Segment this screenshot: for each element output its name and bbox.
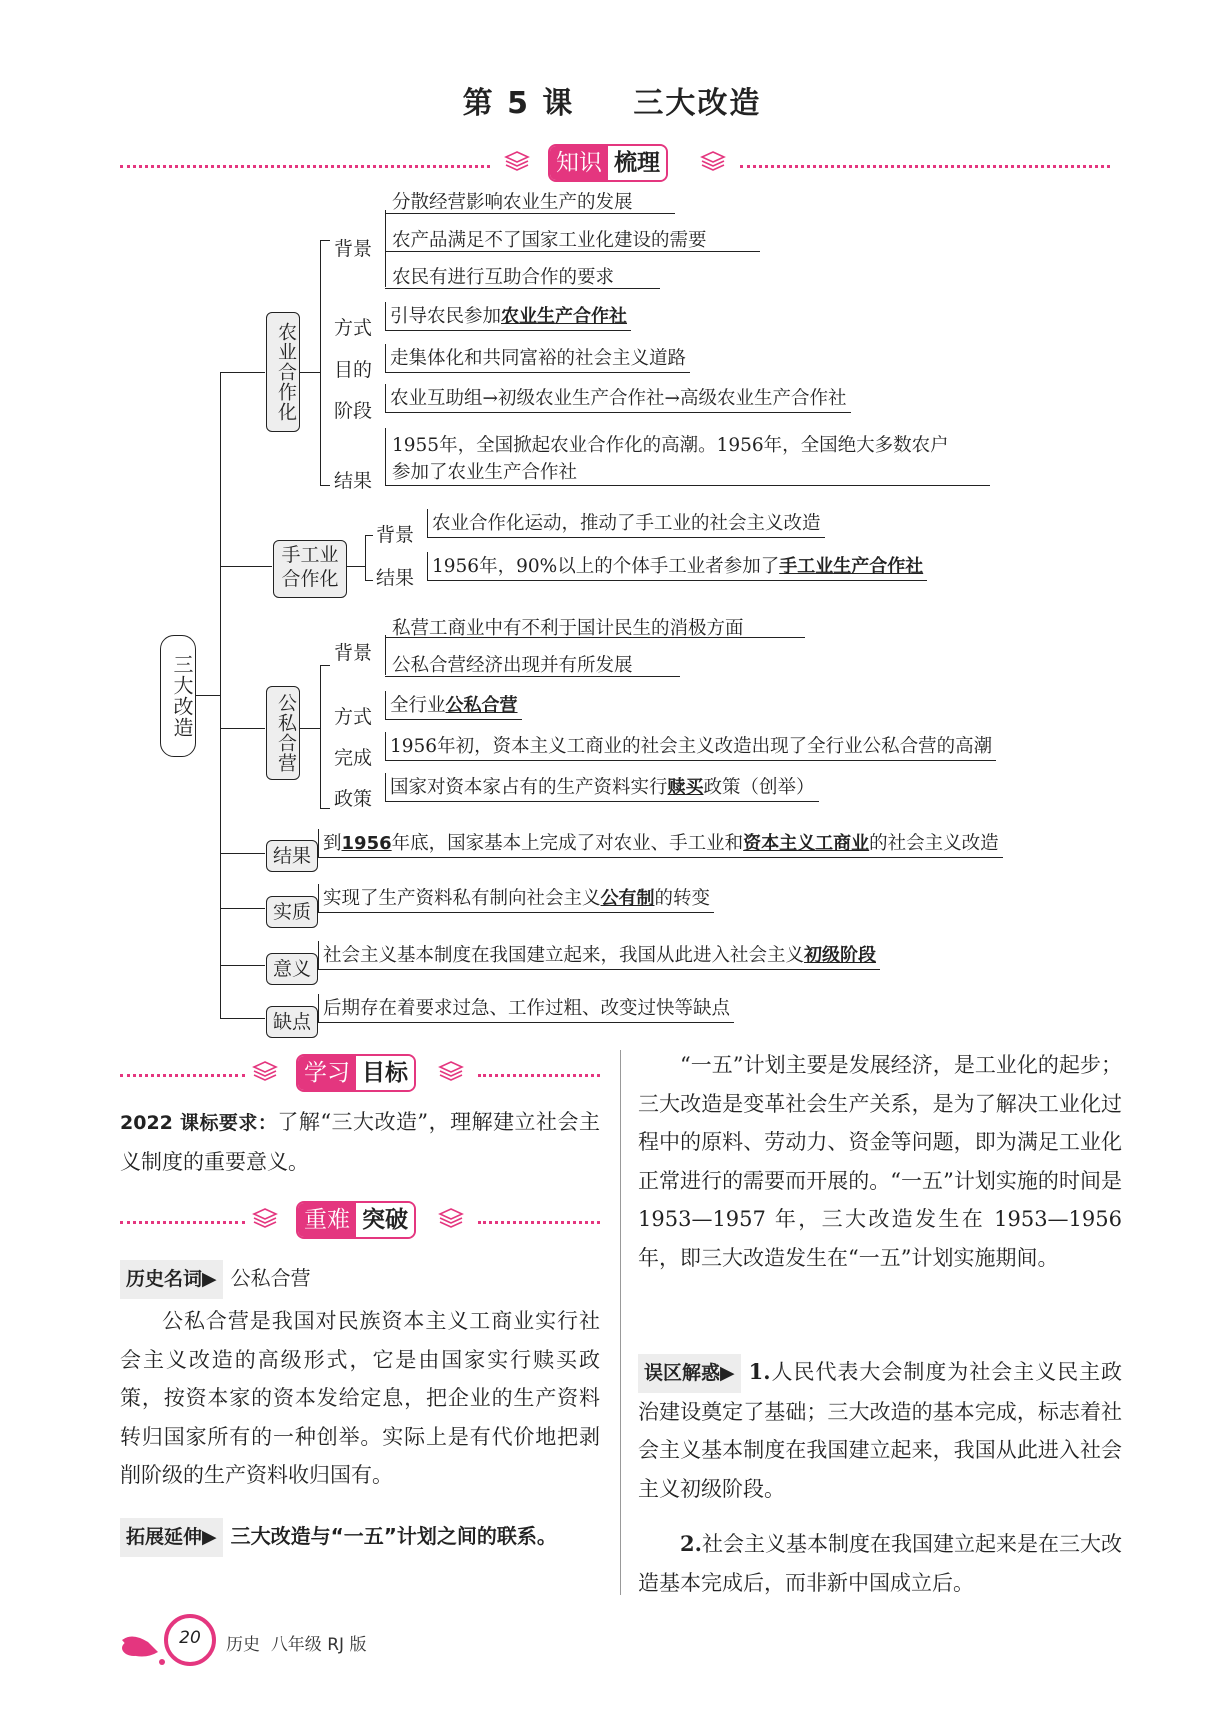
- keyword: 1956: [341, 833, 392, 854]
- dotted-divider: [120, 1221, 245, 1224]
- dotted-divider: [478, 1221, 600, 1224]
- agri-stage: 农业互助组→初级农业生产合作社→高级农业生产合作社: [385, 384, 851, 413]
- knowledge-badge: 知识 梳理: [550, 146, 666, 180]
- root-trunk: [220, 372, 221, 1018]
- agri-method: 引导农民参加农业生产合作社: [385, 302, 631, 331]
- connector: [385, 637, 805, 638]
- agri-result-label: 结果: [334, 470, 373, 492]
- craft-result: 1956年，90%以上的个体手工业者参加了手工业生产合作社: [427, 552, 927, 581]
- connector: [320, 240, 330, 241]
- connector: [385, 428, 386, 485]
- agri-goal: 走集体化和共同富裕的社会主义道路: [385, 344, 690, 373]
- dotted-divider-left: [120, 165, 490, 168]
- joint-bg-label: 背景: [334, 642, 373, 664]
- connector: [300, 372, 320, 373]
- connector: [220, 965, 265, 966]
- connector: [320, 808, 330, 809]
- goals-badge: 学习 目标: [298, 1056, 414, 1090]
- keyword: 公私合营: [445, 695, 518, 716]
- misconception-1: 误区解惑▶ 1.人民代表大会制度为社会主义民主政治建设奠定了基础；三大改造的基本完成，标志着社会主义基本制度在我国建立起来，我国从此进入社会主义初级阶段。: [638, 1353, 1122, 1508]
- layers-icon: [252, 1060, 278, 1082]
- layers-icon: [438, 1207, 464, 1229]
- keyword: 公有制: [600, 888, 655, 909]
- flaw-text: 后期存在着要求过急、工作过粗、改变过快等缺点: [318, 994, 734, 1023]
- agri-bg-label: 背景: [334, 238, 373, 260]
- connector: [385, 288, 660, 289]
- agri-result-line2: 参加了农业生产合作社: [392, 462, 578, 483]
- term-tag: 历史名词▶: [120, 1260, 223, 1299]
- extend-tag: 拓展延伸▶: [120, 1518, 223, 1557]
- dotted-divider-right: [740, 165, 1110, 168]
- flaw-node: 缺点: [266, 1006, 318, 1038]
- keyword: 资本主义工商业: [743, 833, 870, 854]
- connector: [300, 728, 320, 729]
- joint-bg-item-2: 公私合营经济出现并有所发展: [392, 655, 633, 676]
- agri-method-label: 方式: [334, 317, 373, 339]
- connector: [347, 566, 365, 567]
- joint-node: 公私合营: [266, 686, 300, 780]
- layers-icon: [504, 150, 530, 172]
- joint-method-label: 方式: [334, 706, 373, 728]
- agri-trunk: [320, 240, 321, 485]
- connector: [385, 635, 386, 675]
- connector: [365, 535, 373, 536]
- agri-bg-item-2: 农产品满足不了国家工业化建设的需要: [392, 230, 707, 251]
- result-node: 结果: [266, 840, 318, 872]
- connector: [385, 676, 680, 677]
- term-body: 公私合营是我国对民族资本主义工商业实行社会主义改造的高级形式，它是由国家实行赎买政策，按资本家的资本发给定息，把企业的生产资料转归国家所有的一种创举。实际上是有代价地把剥削阶级的生产资料收归国有。: [120, 1309, 600, 1487]
- connector: [385, 251, 760, 252]
- joint-done: 1956年初，资本主义工商业的社会主义改造出现了全行业公私合营的高潮: [385, 732, 996, 761]
- connector: [385, 213, 675, 214]
- result-text: 到1956年底，国家基本上完成了对农业、手工业和资本主义工商业的社会主义改造: [318, 829, 1003, 858]
- goals-text: 2022 课标要求：了解“三大改造”，理解建立社会主义制度的重要意义。: [120, 1110, 600, 1174]
- footer-info: 历史 八年级 RJ 版: [226, 1635, 367, 1655]
- craft-node: 手工业合作化: [273, 540, 347, 598]
- agri-bg-item-1: 分散经营影响农业生产的发展: [392, 192, 633, 213]
- layers-icon: [252, 1207, 278, 1229]
- joint-policy: 国家对资本家占有的生产资料实行赎买政策（创举）: [385, 773, 819, 802]
- agri-bg-item-3: 农民有进行互助合作的要求: [392, 267, 615, 288]
- craft-bg: 农业合作化运动，推动了手工业的社会主义改造: [427, 509, 825, 538]
- agri-bg-bracket: [385, 210, 386, 287]
- connector: [220, 728, 265, 729]
- connector: [220, 1018, 265, 1019]
- layers-icon: [438, 1060, 464, 1082]
- extend-heading: 拓展延伸▶ 三大改造与“一五”计划之间的联系。: [120, 1517, 600, 1557]
- page-number: 20: [179, 1628, 201, 1648]
- layers-icon: [700, 150, 726, 172]
- right-para-1: “一五”计划主要是发展经济，是工业化的起步；三大改造是变革社会生产关系，是为了解决工业化过程中的原料、劳动力、资金等问题，即为满足工业化正常进行的需要而开展的。“一五”计划实施的时间是 1953—1957 年，三大改造发生在 1953—1956 年，即三大改造发生在“一五”计划实施期间。: [638, 1053, 1122, 1270]
- connector: [320, 485, 330, 486]
- joint-bg-item-1: 私营工商业中有不利于国计民生的消极方面: [392, 618, 744, 639]
- joint-done-label: 完成: [334, 747, 373, 769]
- agri-stage-label: 阶段: [334, 400, 373, 422]
- difficulty-badge: 重难 突破: [298, 1203, 414, 1237]
- connector: [220, 372, 265, 373]
- lesson-number: 第 5 课: [462, 86, 575, 121]
- craft-bg-label: 背景: [376, 524, 415, 546]
- meaning-text: 社会主义基本制度在我国建立起来，我国从此进入社会主义初级阶段: [318, 941, 880, 970]
- lesson-title: [0, 78, 1224, 122]
- lesson-name: 三大改造: [633, 86, 762, 121]
- joint-policy-label: 政策: [334, 788, 373, 810]
- craft-result-label: 结果: [376, 567, 415, 589]
- connector: [220, 908, 265, 909]
- page-number-ornament: [118, 1612, 218, 1668]
- keyword: 手工业生产合作社: [779, 556, 924, 577]
- dotted-divider: [478, 1074, 600, 1077]
- connector: [196, 695, 220, 696]
- misconception-tag: 误区解惑▶: [638, 1354, 741, 1393]
- connector: [220, 853, 265, 854]
- connector: [220, 566, 272, 567]
- column-separator: [620, 1050, 621, 1595]
- agri-node: 农业合作化: [266, 312, 300, 432]
- misconception-2: 2.社会主义基本制度在我国建立起来是在三大改造基本完成后，而非新中国成立后。: [638, 1531, 1122, 1595]
- connector: [385, 485, 990, 486]
- agri-result-line1: 1955年，全国掀起农业合作化的高潮。1956年，全国绝大多数农户: [392, 435, 949, 456]
- keyword: 赎买: [667, 777, 704, 798]
- term-heading: 历史名词▶ 公私合营: [120, 1259, 600, 1299]
- dotted-divider: [120, 1074, 245, 1077]
- joint-method: 全行业公私合营: [385, 691, 522, 720]
- root-node: 三大改造: [160, 635, 196, 757]
- keyword: 初级阶段: [804, 945, 877, 966]
- keyword: 农业生产合作社: [501, 306, 628, 327]
- essence-text: 实现了生产资料私有制向社会主义公有制的转变: [318, 884, 714, 913]
- agri-goal-label: 目的: [334, 359, 373, 381]
- meaning-node: 意义: [266, 953, 318, 985]
- connector: [320, 665, 330, 666]
- essence-node: 实质: [266, 896, 318, 928]
- craft-trunk: [365, 535, 366, 580]
- connector: [365, 580, 373, 581]
- joint-trunk: [320, 665, 321, 808]
